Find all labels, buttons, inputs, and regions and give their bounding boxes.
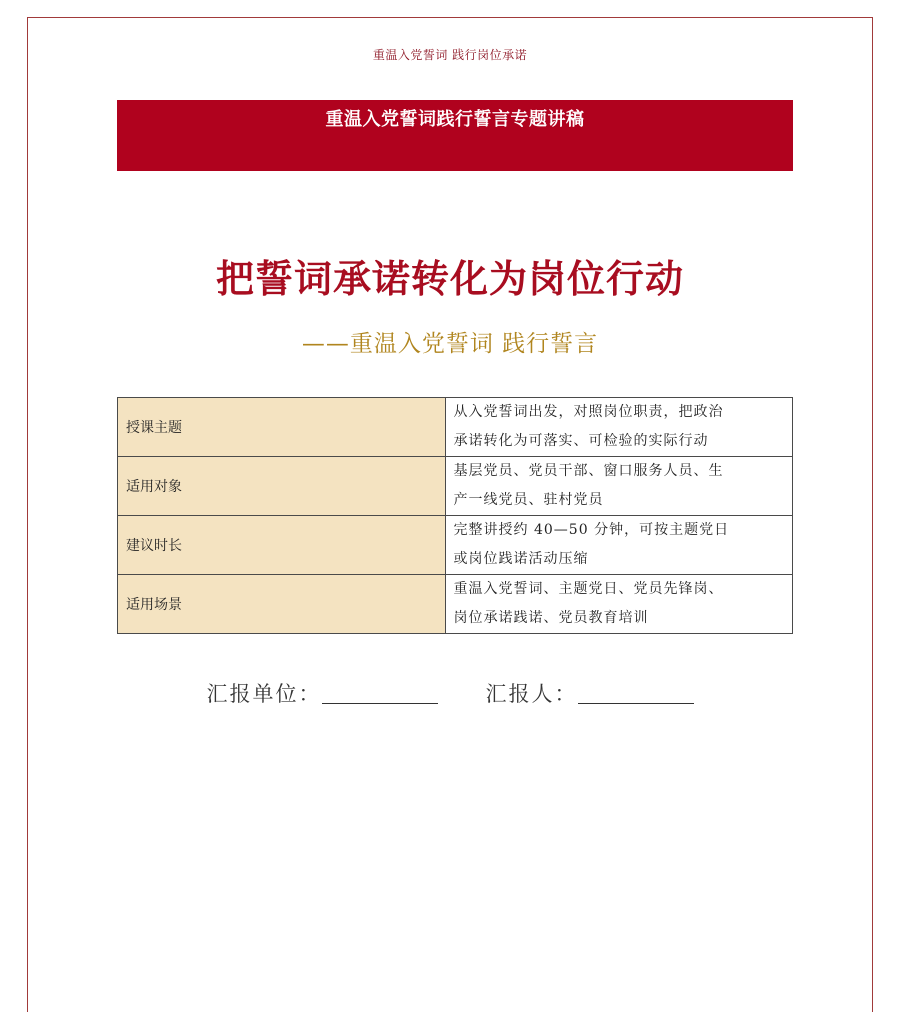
row-value-line: 从入党誓词出发，对照岗位职责，把政治 [453, 404, 724, 420]
main-title: 把誓词承诺转化为岗位行动 [215, 257, 684, 301]
table-row [118, 516, 793, 575]
title-banner [117, 100, 793, 171]
banner-title: 重温入党誓词践行誓言专题讲稿 [325, 109, 585, 130]
row-value [445, 398, 792, 457]
report-person-label: 汇报人： [485, 682, 578, 706]
row-value [445, 575, 792, 634]
report-person-field[interactable] [578, 683, 694, 704]
row-value-line: 完整讲授约 40—50 分钟，可按主题党日 [453, 522, 730, 538]
row-value [445, 516, 792, 575]
table-row [118, 575, 793, 634]
row-value-line: 重温入党誓词、主题党日、党员先锋岗、 [453, 581, 724, 597]
running-header: 重温入党誓词 践行岗位承诺 [372, 48, 528, 62]
row-label: 授课主题 [118, 398, 446, 457]
row-label: 适用对象 [118, 457, 446, 516]
document-page [27, 17, 873, 1012]
row-value [445, 457, 792, 516]
info-table [117, 397, 793, 634]
table-row [118, 457, 793, 516]
row-label: 建议时长 [118, 516, 446, 575]
row-value-line: 承诺转化为可落实、可检验的实际行动 [453, 433, 709, 449]
row-value-line: 或岗位践诺活动压缩 [453, 551, 589, 567]
row-label: 适用场景 [118, 575, 446, 634]
report-unit-field[interactable] [322, 683, 438, 704]
report-unit-label: 汇报单位： [206, 682, 322, 706]
row-value-line: 基层党员、党员干部、窗口服务人员、生 [453, 463, 724, 479]
row-value-line: 产一线党员、驻村党员 [453, 492, 604, 508]
subtitle: ——重温入党誓词 践行誓言 [301, 331, 599, 357]
table-row [118, 398, 793, 457]
report-line [28, 678, 872, 708]
row-value-line: 岗位承诺践诺、党员教育培训 [453, 610, 649, 626]
